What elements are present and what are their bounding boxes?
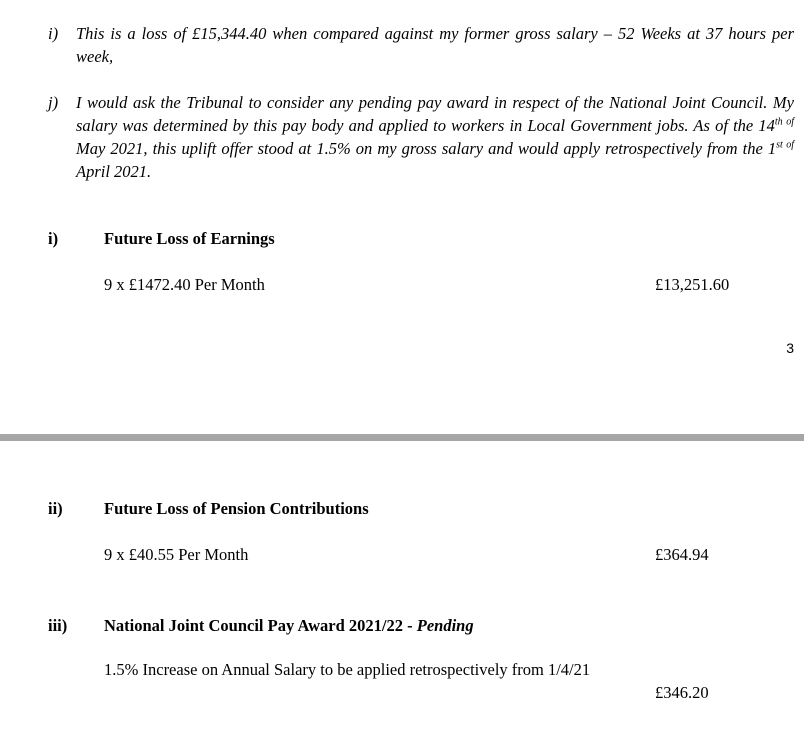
section-heading: Future Loss of Pension Contributions <box>104 499 369 518</box>
section-number: ii) <box>48 499 63 518</box>
calculation-line: 9 x £1472.40 Per Month <box>104 275 265 294</box>
paragraph-text-part: May 2021, this uplift offer stood at 1.5% on my gross salary and would apply retrospectively from the 1 <box>76 139 777 158</box>
paragraph-text-part: April 2021. <box>76 162 152 181</box>
paragraph-i <box>48 22 794 68</box>
paragraph-j <box>48 91 794 183</box>
section-heading <box>104 616 474 636</box>
section-number: i) <box>48 229 59 248</box>
section-number: iii) <box>48 616 68 635</box>
calculation-line: 1.5% Increase on Annual Salary to be applied retrospectively from 1/4/21 <box>104 660 591 679</box>
amount-value: £364.94 <box>655 545 709 564</box>
section-heading-text: National Joint Council Pay Award 2021/22 - <box>104 616 417 635</box>
page-break-divider <box>0 434 804 441</box>
paragraph-text-part: I would ask the Tribunal to consider any pending pay award in respect of the National Joint Council. My salary was determined by this pay body and applied to workers in Local Government jobs. As of the 14 <box>76 93 794 135</box>
calculation-line: 9 x £40.55 Per Month <box>104 545 249 564</box>
amount-value: £346.20 <box>655 683 709 702</box>
paragraph-marker: i) <box>48 24 59 43</box>
page-number: 3 <box>786 340 794 356</box>
ordinal-superscript: th of <box>774 116 794 128</box>
paragraph-text: This is a loss of £15,344.40 when compared against my former gross salary – 52 Weeks at 37 hours per week, <box>76 24 794 66</box>
section-heading: Future Loss of Earnings <box>104 229 275 248</box>
pending-label: Pending <box>416 616 474 635</box>
amount-value: £13,251.60 <box>655 275 730 294</box>
paragraph-marker: j) <box>48 93 59 112</box>
paragraph-text <box>76 91 794 183</box>
ordinal-superscript: st of <box>776 139 794 151</box>
